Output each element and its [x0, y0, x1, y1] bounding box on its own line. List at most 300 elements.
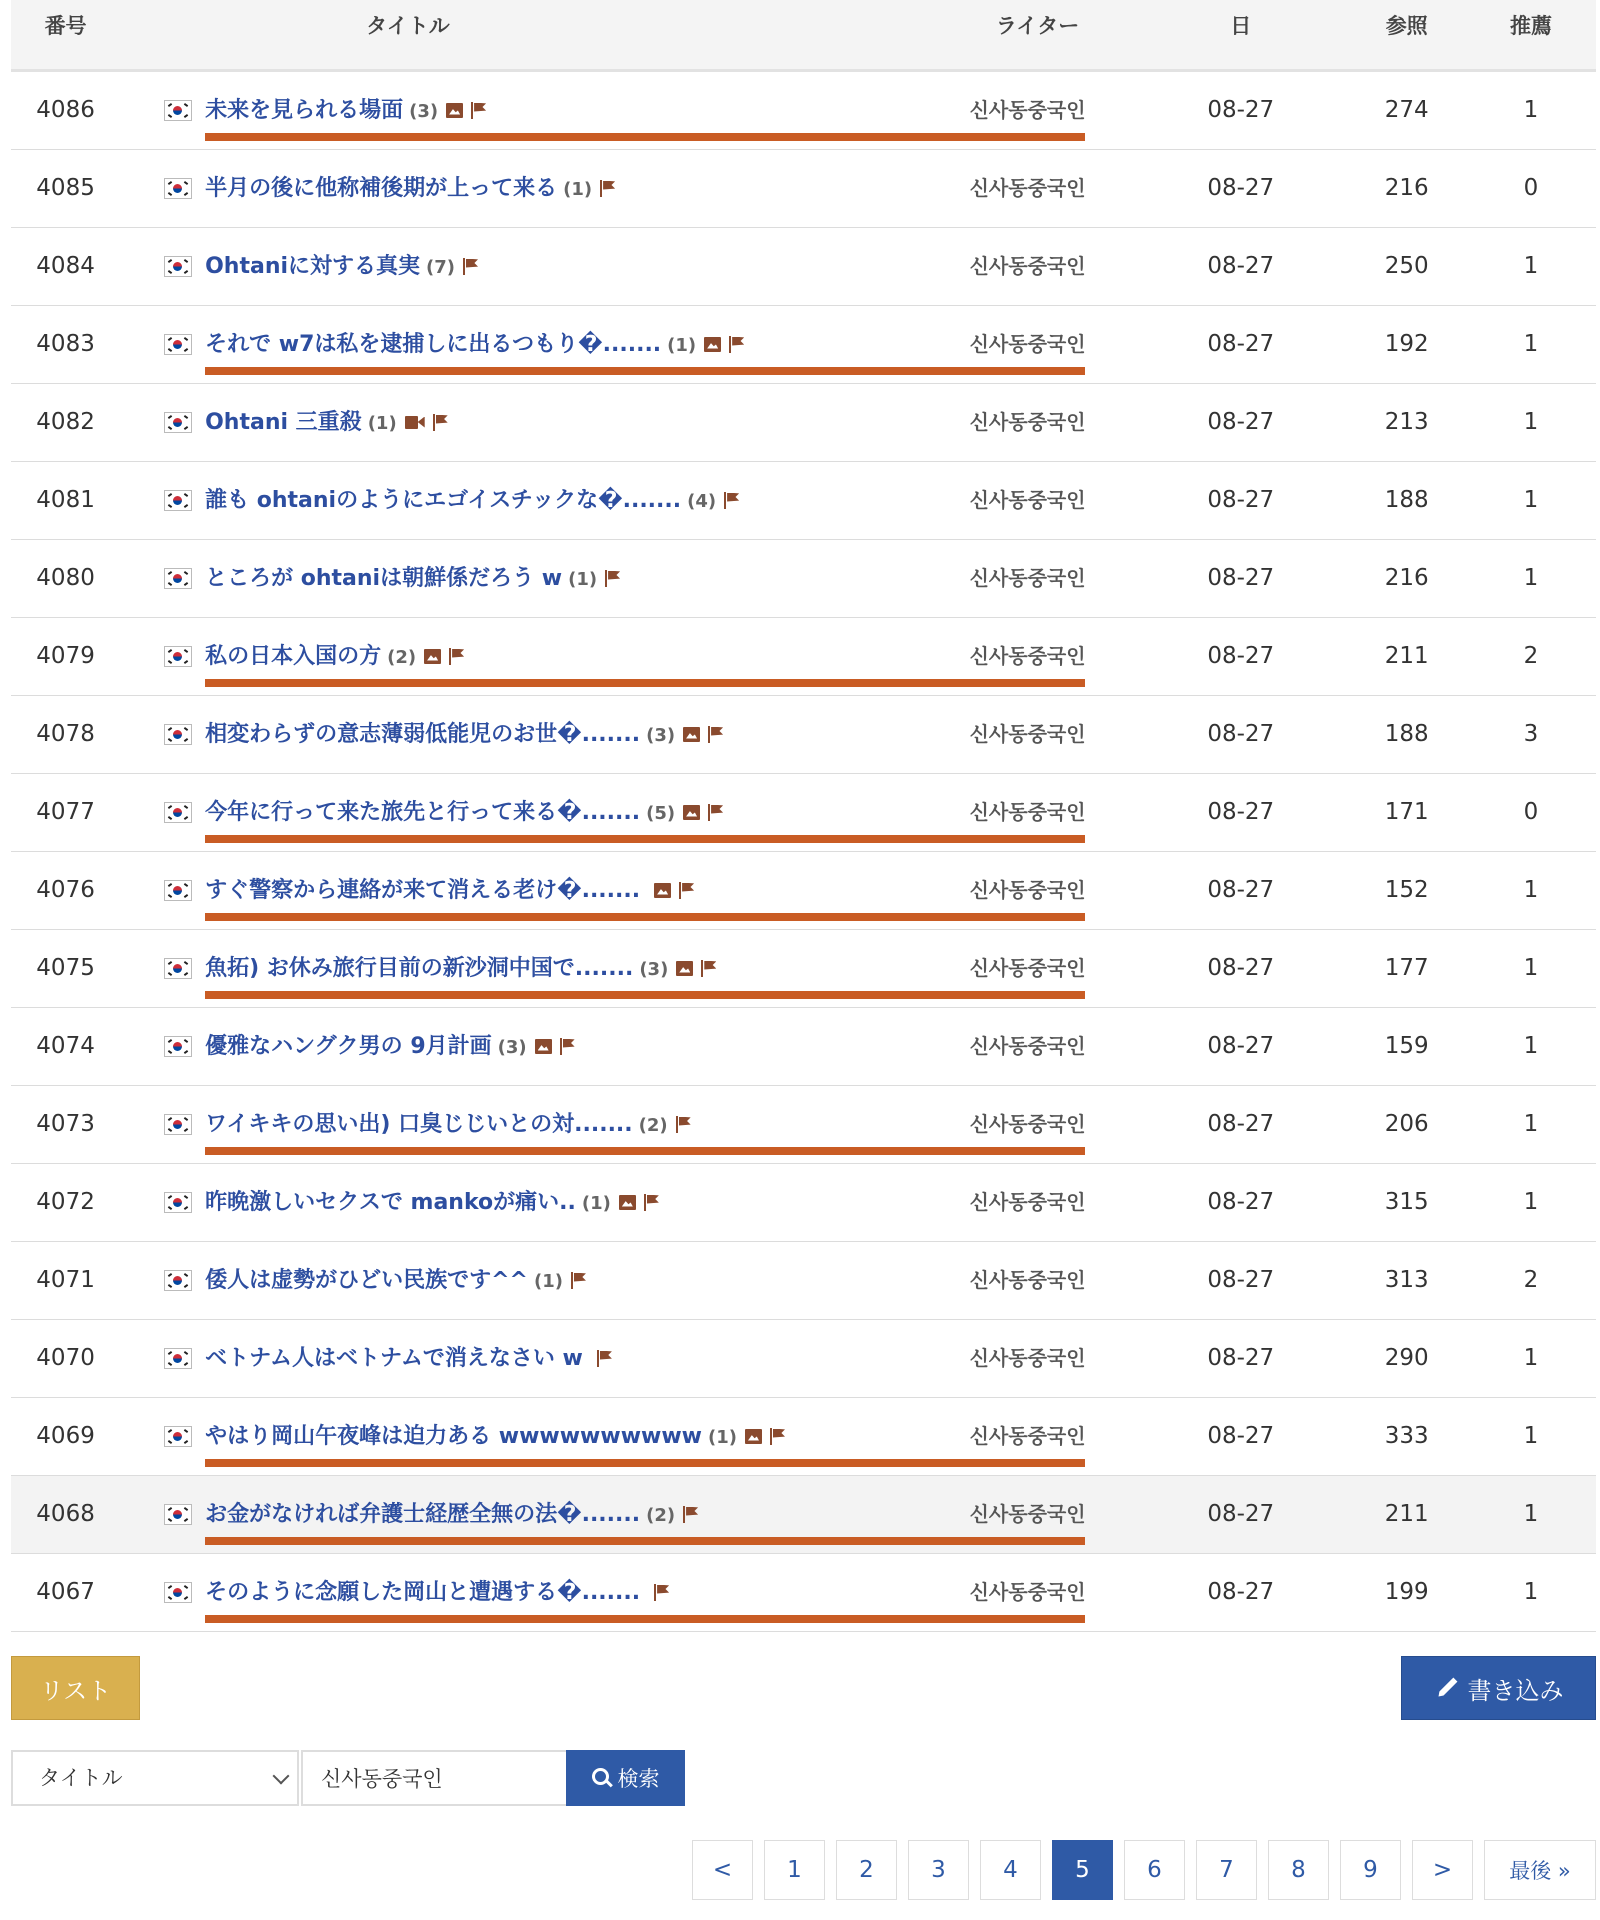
post-title-link[interactable]: やはり岡山午夜峰は迫力ある wwwwwwwwww	[205, 1423, 702, 1449]
post-title-cell	[199, 461, 941, 539]
post-number: 4085	[36, 175, 95, 201]
page-9-button[interactable]: 9	[1340, 1840, 1401, 1900]
writer-highlight-bar	[951, 913, 1085, 921]
post-title-link[interactable]: ベトナム人はベトナムで消えなさい w	[205, 1345, 583, 1371]
post-title-cell	[199, 227, 941, 305]
search-input[interactable]	[301, 1750, 578, 1806]
post-views: 192	[1384, 331, 1429, 357]
page-1-button[interactable]: 1	[764, 1840, 825, 1900]
search-icon	[592, 1768, 612, 1788]
post-recommend: 1	[1523, 1345, 1539, 1371]
search-field-value: タイトル	[39, 1766, 123, 1790]
post-date: 08-27	[1207, 1189, 1275, 1215]
title-highlight-bar	[205, 1615, 983, 1623]
post-writer[interactable]: 신사동중국인	[969, 1111, 1086, 1136]
header-writer: ライター	[995, 14, 1080, 39]
post-writer-cell	[941, 1241, 1114, 1319]
post-writer[interactable]: 신사동중국인	[969, 1579, 1086, 1604]
pencil-icon	[1434, 1676, 1458, 1700]
board-container	[11, 0, 1596, 1632]
post-writer-cell	[941, 929, 1114, 1007]
post-writer-cell	[941, 149, 1114, 227]
post-title-link[interactable]: ところが ohtaniは朝鮮係だろう w	[205, 565, 563, 591]
post-number: 4083	[36, 331, 95, 357]
country-flag	[156, 305, 199, 383]
country-flag	[156, 773, 199, 851]
image-icon	[683, 727, 700, 742]
post-title-link[interactable]: 誰も ohtaniのようにエゴイスチックな�.......	[205, 487, 682, 513]
post-writer[interactable]: 신사동중국인	[969, 97, 1086, 122]
country-flag	[156, 1553, 199, 1631]
korea-flag-icon	[164, 880, 192, 901]
title-highlight-bar	[205, 835, 983, 843]
report-flag-icon[interactable]	[560, 1038, 575, 1055]
post-title-link[interactable]: そのように念願した岡山と遭遇する�.......	[205, 1579, 641, 1605]
table-row	[11, 773, 1596, 851]
post-title-cell	[199, 1397, 941, 1475]
post-recommend: 2	[1523, 643, 1539, 669]
korea-flag-icon	[164, 1582, 192, 1603]
post-title-cell	[199, 1163, 941, 1241]
post-views: 211	[1384, 1501, 1429, 1527]
post-recommend: 3	[1523, 721, 1539, 747]
comment-count: (3)	[646, 724, 676, 746]
country-flag	[156, 1007, 199, 1085]
post-recommend: 1	[1523, 1579, 1539, 1605]
image-icon	[683, 805, 700, 820]
writer-highlight-bar	[951, 1459, 1085, 1467]
post-title-cell	[199, 1553, 941, 1631]
report-flag-icon[interactable]	[724, 492, 739, 509]
header-num: 番号	[44, 14, 87, 39]
post-views: 315	[1384, 1189, 1429, 1215]
post-date: 08-27	[1207, 1267, 1275, 1293]
post-table	[11, 0, 1596, 1632]
post-views: 152	[1384, 877, 1429, 903]
comment-count: (7)	[426, 256, 456, 278]
post-views: 188	[1384, 721, 1429, 747]
post-title-link[interactable]: それで w7は私を逮捕しに出るつもり�.......	[205, 331, 662, 357]
post-title-cell	[199, 1319, 941, 1397]
page-next-button[interactable]: >	[1412, 1840, 1473, 1900]
image-icon	[676, 961, 693, 976]
writer-highlight-bar	[951, 367, 1085, 375]
post-date: 08-27	[1207, 175, 1275, 201]
comment-count: (1)	[667, 334, 697, 356]
writer-highlight-bar	[951, 1537, 1085, 1545]
post-title-link[interactable]: 今年に行って来た旅先と行って来る�.......	[205, 799, 641, 825]
korea-flag-icon	[164, 1348, 192, 1369]
post-number: 4081	[36, 487, 95, 513]
post-date: 08-27	[1207, 487, 1275, 513]
comment-count: (2)	[646, 1504, 676, 1526]
post-title-cell	[199, 149, 941, 227]
post-recommend: 1	[1523, 565, 1539, 591]
post-title-link[interactable]: Ohtani 三重殺	[205, 409, 362, 435]
post-recommend: 1	[1523, 1111, 1539, 1137]
title-highlight-bar	[205, 1147, 983, 1155]
header-recommend: 推薦	[1509, 14, 1552, 39]
title-highlight-bar	[205, 913, 983, 921]
post-title-cell	[199, 1241, 941, 1319]
post-recommend: 0	[1523, 799, 1539, 825]
video-icon	[405, 416, 425, 429]
page-5-button[interactable]: 5	[1052, 1840, 1113, 1900]
country-flag	[156, 1163, 199, 1241]
country-flag	[156, 227, 199, 305]
post-recommend: 1	[1523, 1189, 1539, 1215]
country-flag	[156, 383, 199, 461]
post-date: 08-27	[1207, 1579, 1275, 1605]
korea-flag-icon	[164, 1036, 192, 1057]
post-number: 4076	[36, 877, 95, 903]
post-number: 4069	[36, 1423, 95, 1449]
country-flag	[156, 70, 199, 149]
post-recommend: 1	[1523, 955, 1539, 981]
post-recommend: 0	[1523, 175, 1539, 201]
report-flag-icon[interactable]	[770, 1428, 785, 1445]
post-writer-cell	[941, 461, 1114, 539]
post-writer-cell	[941, 695, 1114, 773]
report-flag-icon[interactable]	[683, 1506, 698, 1523]
report-flag-icon[interactable]	[463, 258, 478, 275]
table-row	[11, 617, 1596, 695]
post-title-link[interactable]: 未来を見られる場面	[205, 97, 404, 123]
title-highlight-bar	[205, 1459, 983, 1467]
report-flag-icon[interactable]	[571, 1272, 586, 1289]
post-recommend: 1	[1523, 331, 1539, 357]
post-title-link[interactable]: すぐ警察から連絡が来て消える老け�.......	[205, 877, 641, 903]
comment-count: (1)	[533, 1270, 563, 1292]
post-number: 4078	[36, 721, 95, 747]
image-icon	[424, 649, 441, 664]
post-date: 08-27	[1207, 1501, 1275, 1527]
country-flag	[156, 617, 199, 695]
post-title-link[interactable]: 優雅なハングク男の 9月計画	[205, 1033, 492, 1059]
header-views: 参照	[1385, 14, 1428, 39]
page-prev-button[interactable]: <	[692, 1840, 753, 1900]
post-number: 4072	[36, 1189, 95, 1215]
page-6-button[interactable]: 6	[1124, 1840, 1185, 1900]
post-date: 08-27	[1207, 643, 1275, 669]
country-flag	[156, 695, 199, 773]
post-title-cell	[199, 305, 941, 383]
post-date: 08-27	[1207, 721, 1275, 747]
report-flag-icon[interactable]	[708, 726, 723, 743]
search-button[interactable]	[566, 1750, 685, 1806]
korea-flag-icon	[164, 724, 192, 745]
post-date: 08-27	[1207, 409, 1275, 435]
post-views: 199	[1384, 1579, 1429, 1605]
post-views: 206	[1384, 1111, 1429, 1137]
post-views: 216	[1384, 565, 1429, 591]
post-recommend: 1	[1523, 487, 1539, 513]
table-row	[11, 461, 1596, 539]
post-date: 08-27	[1207, 1111, 1275, 1137]
image-icon	[446, 103, 463, 118]
post-writer[interactable]: 신사동중국인	[969, 175, 1086, 200]
report-flag-icon[interactable]	[729, 336, 744, 353]
post-title-cell	[199, 1007, 941, 1085]
post-writer[interactable]: 신사동중국인	[969, 1189, 1086, 1214]
post-title-cell	[199, 1475, 941, 1553]
write-button[interactable]	[1401, 1656, 1596, 1720]
post-title-cell	[199, 539, 941, 617]
table-row	[11, 1319, 1596, 1397]
table-header	[11, 0, 1596, 70]
page-2-button[interactable]: 2	[836, 1840, 897, 1900]
korea-flag-icon	[164, 646, 192, 667]
list-button[interactable]: リスト	[11, 1656, 140, 1720]
post-writer-cell	[941, 1085, 1114, 1163]
table-row	[11, 149, 1596, 227]
post-writer[interactable]: 신사동중국인	[969, 955, 1086, 980]
table-row	[11, 1553, 1596, 1631]
post-title-link[interactable]: 私の日本入国の方	[205, 643, 382, 669]
post-number: 4071	[36, 1267, 95, 1293]
post-writer[interactable]: 신사동중국인	[969, 409, 1086, 434]
page-8-button[interactable]: 8	[1268, 1840, 1329, 1900]
report-flag-icon[interactable]	[433, 414, 448, 431]
post-recommend: 1	[1523, 253, 1539, 279]
title-highlight-bar	[205, 679, 983, 687]
post-number: 4077	[36, 799, 95, 825]
post-date: 08-27	[1207, 799, 1275, 825]
post-writer-cell	[941, 1553, 1114, 1631]
report-flag-icon[interactable]	[679, 882, 694, 899]
post-title-cell	[199, 1085, 941, 1163]
post-title-link[interactable]: 相変わらずの意志薄弱低能児のお世�.......	[205, 721, 641, 747]
country-flag	[156, 1241, 199, 1319]
post-title-cell	[199, 617, 941, 695]
comment-count: (1)	[568, 568, 598, 590]
korea-flag-icon	[164, 256, 192, 277]
post-writer-cell	[941, 1319, 1114, 1397]
writer-highlight-bar	[951, 1615, 1085, 1623]
country-flag	[156, 1397, 199, 1475]
post-date: 08-27	[1207, 877, 1275, 903]
image-icon	[535, 1039, 552, 1054]
post-title-cell	[199, 695, 941, 773]
post-title-cell	[199, 851, 941, 929]
post-date: 08-27	[1207, 253, 1275, 279]
post-writer[interactable]: 신사동중국인	[969, 1345, 1086, 1370]
korea-flag-icon	[164, 334, 192, 355]
title-highlight-bar	[205, 367, 983, 375]
post-writer[interactable]: 신사동중국인	[969, 877, 1086, 902]
post-writer-cell	[941, 305, 1114, 383]
post-number: 4084	[36, 253, 95, 279]
post-writer[interactable]: 신사동중국인	[969, 643, 1086, 668]
table-row	[11, 227, 1596, 305]
table-row	[11, 1397, 1596, 1475]
post-title-link[interactable]: 昨晩激しいセクスで mankoが痛い..	[205, 1189, 576, 1215]
post-title-link[interactable]: 倭人は虚勢がひどい民族です^^	[205, 1267, 528, 1293]
post-title-link[interactable]: お金がなければ弁護士経歴全無の法�.......	[205, 1501, 641, 1527]
post-number: 4082	[36, 409, 95, 435]
korea-flag-icon	[164, 178, 192, 199]
post-writer[interactable]: 신사동중국인	[969, 487, 1086, 512]
korea-flag-icon	[164, 1270, 192, 1291]
post-number: 4086	[36, 97, 95, 123]
post-views: 250	[1384, 253, 1429, 279]
title-highlight-bar	[205, 1537, 983, 1545]
comment-count: (5)	[646, 802, 676, 824]
post-number: 4080	[36, 565, 95, 591]
country-flag	[156, 1475, 199, 1553]
table-row	[11, 539, 1596, 617]
country-flag	[156, 461, 199, 539]
post-writer[interactable]: 신사동중국인	[969, 565, 1086, 590]
country-flag	[156, 539, 199, 617]
writer-highlight-bar	[951, 835, 1085, 843]
comment-count: (2)	[387, 646, 417, 668]
header-title: タイトル	[366, 14, 450, 39]
report-flag-icon[interactable]	[654, 1584, 669, 1601]
post-writer[interactable]: 신사동중국인	[969, 1033, 1086, 1058]
image-icon	[619, 1195, 636, 1210]
post-date: 08-27	[1207, 1423, 1275, 1449]
post-writer[interactable]: 신사동중국인	[969, 331, 1086, 356]
korea-flag-icon	[164, 490, 192, 511]
page-4-button[interactable]: 4	[980, 1840, 1041, 1900]
search-field-select[interactable]	[11, 1750, 299, 1806]
table-row	[11, 1085, 1596, 1163]
image-icon	[704, 337, 721, 352]
report-flag-icon[interactable]	[605, 570, 620, 587]
report-flag-icon[interactable]	[471, 102, 486, 119]
post-writer-cell	[941, 1397, 1114, 1475]
post-writer[interactable]: 신사동중국인	[969, 253, 1086, 278]
search-button-label: 検索	[617, 1767, 660, 1791]
post-title-link[interactable]: 半月の後に他称補後期が上って来る	[205, 175, 558, 201]
header-date: 日	[1230, 14, 1252, 39]
table-row	[11, 383, 1596, 461]
comment-count: (1)	[367, 412, 397, 434]
post-views: 274	[1384, 97, 1429, 123]
post-recommend: 1	[1523, 877, 1539, 903]
title-highlight-bar	[205, 991, 983, 999]
writer-highlight-bar	[951, 679, 1085, 687]
post-list	[11, 70, 1596, 1631]
post-title-link[interactable]: 魚拓) お休み旅行目前の新沙洞中国で.......	[205, 955, 634, 981]
post-writer-cell	[941, 617, 1114, 695]
post-writer-cell	[941, 383, 1114, 461]
post-number: 4073	[36, 1111, 95, 1137]
post-views: 213	[1384, 409, 1429, 435]
post-number: 4075	[36, 955, 95, 981]
comment-count: (2)	[638, 1114, 668, 1136]
page-7-button[interactable]: 7	[1196, 1840, 1257, 1900]
report-flag-icon[interactable]	[597, 1350, 612, 1367]
post-writer[interactable]: 신사동중국인	[969, 721, 1086, 746]
report-flag-icon[interactable]	[644, 1194, 659, 1211]
post-title-cell	[199, 70, 941, 149]
writer-highlight-bar	[951, 1147, 1085, 1155]
post-title-link[interactable]: ワイキキの思い出) 口臭じじいとの対.......	[205, 1111, 633, 1137]
post-number: 4067	[36, 1579, 95, 1605]
korea-flag-icon	[164, 1504, 192, 1525]
post-views: 188	[1384, 487, 1429, 513]
korea-flag-icon	[164, 958, 192, 979]
report-flag-icon[interactable]	[676, 1116, 691, 1133]
post-writer-cell	[941, 1163, 1114, 1241]
post-writer-cell	[941, 773, 1114, 851]
post-writer[interactable]: 신사동중국인	[969, 1501, 1086, 1526]
post-views: 211	[1384, 643, 1429, 669]
post-date: 08-27	[1207, 565, 1275, 591]
post-views: 313	[1384, 1267, 1429, 1293]
report-flag-icon[interactable]	[708, 804, 723, 821]
table-row	[11, 1475, 1596, 1553]
search-bar	[11, 1750, 711, 1808]
post-recommend: 1	[1523, 97, 1539, 123]
post-writer[interactable]: 신사동중국인	[969, 799, 1086, 824]
country-flag	[156, 149, 199, 227]
post-title-cell	[199, 383, 941, 461]
comment-count: (1)	[581, 1192, 611, 1214]
report-flag-icon[interactable]	[701, 960, 716, 977]
korea-flag-icon	[164, 1114, 192, 1135]
image-icon	[654, 883, 671, 898]
korea-flag-icon	[164, 412, 192, 433]
post-title-cell	[199, 773, 941, 851]
post-views: 216	[1384, 175, 1429, 201]
post-views: 290	[1384, 1345, 1429, 1371]
post-writer[interactable]: 신사동중국인	[969, 1267, 1086, 1292]
post-number: 4074	[36, 1033, 95, 1059]
table-row	[11, 1241, 1596, 1319]
post-writer[interactable]: 신사동중국인	[969, 1423, 1086, 1448]
table-row	[11, 695, 1596, 773]
post-writer-cell	[941, 70, 1114, 149]
comment-count: (3)	[639, 958, 669, 980]
post-recommend: 1	[1523, 1501, 1539, 1527]
post-views: 171	[1384, 799, 1429, 825]
post-writer-cell	[941, 539, 1114, 617]
post-title-link[interactable]: Ohtaniに対する真実	[205, 253, 421, 279]
table-row	[11, 851, 1596, 929]
table-row	[11, 1163, 1596, 1241]
korea-flag-icon	[164, 802, 192, 823]
post-writer-cell	[941, 1475, 1114, 1553]
comment-count: (1)	[708, 1426, 737, 1448]
report-flag-icon[interactable]	[449, 648, 464, 665]
post-number: 4079	[36, 643, 95, 669]
report-flag-icon[interactable]	[600, 180, 615, 197]
post-date: 08-27	[1207, 331, 1275, 357]
korea-flag-icon	[164, 100, 192, 121]
comment-count: (3)	[497, 1036, 527, 1058]
post-date: 08-27	[1207, 1033, 1275, 1059]
post-number: 4070	[36, 1345, 95, 1371]
writer-highlight-bar	[951, 991, 1085, 999]
board-controls	[11, 1656, 1596, 1726]
country-flag	[156, 1085, 199, 1163]
table-row	[11, 929, 1596, 1007]
post-views: 177	[1384, 955, 1429, 981]
write-button-label: 書き込み	[1467, 1676, 1564, 1705]
page-3-button[interactable]: 3	[908, 1840, 969, 1900]
writer-highlight-bar	[951, 133, 1085, 141]
post-recommend: 1	[1523, 1033, 1539, 1059]
post-date: 08-27	[1207, 1345, 1275, 1371]
table-row	[11, 70, 1596, 149]
comment-count: (3)	[409, 100, 439, 122]
page-last-button[interactable]: 最後 »	[1484, 1840, 1596, 1900]
country-flag	[156, 929, 199, 1007]
comment-count: (4)	[687, 490, 717, 512]
